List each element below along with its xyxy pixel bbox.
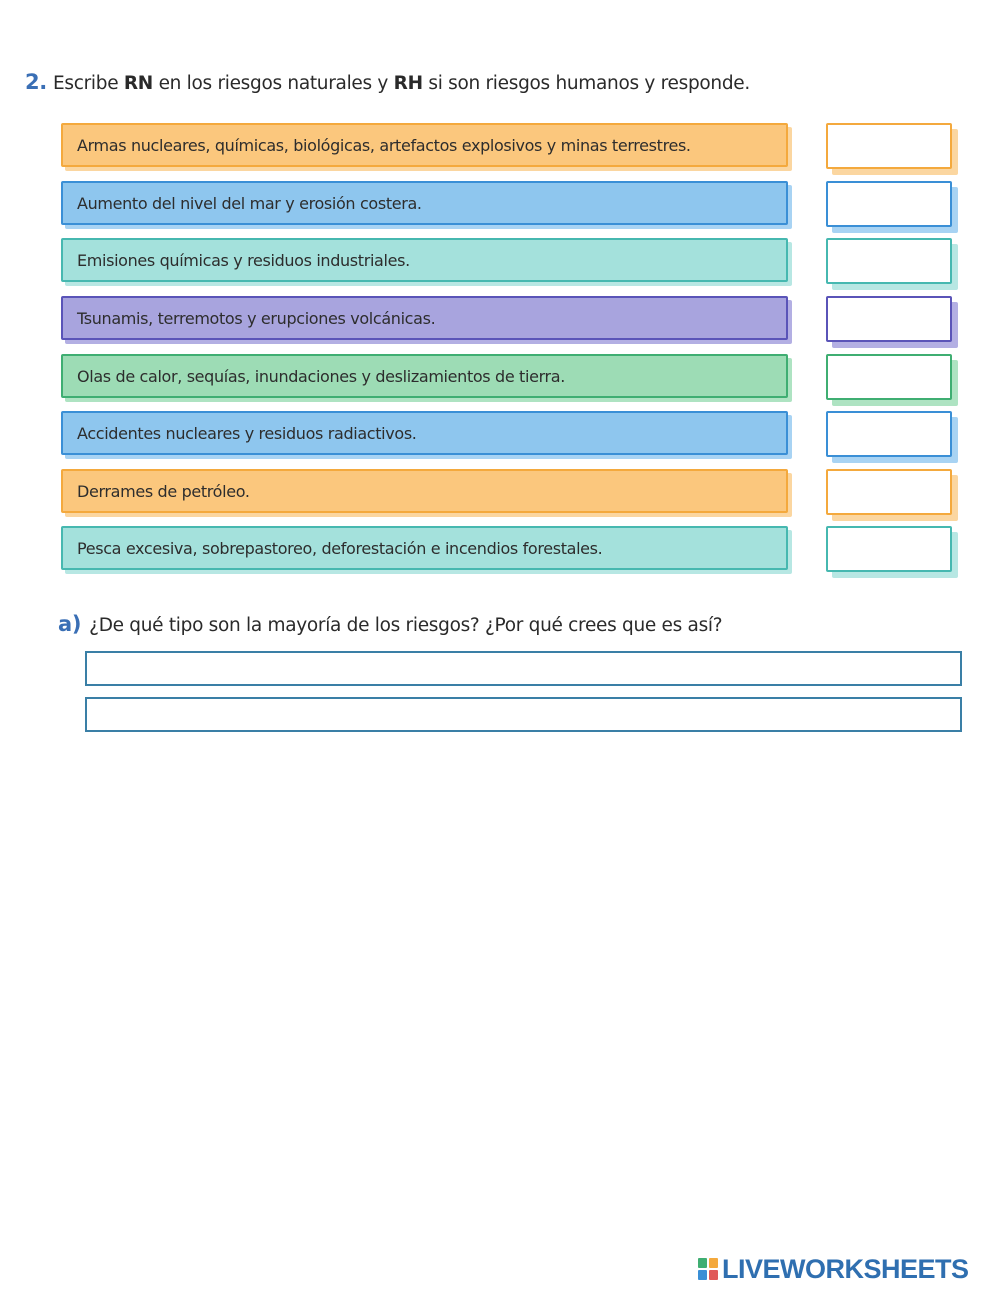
- risk-text: Aumento del nivel del mar y erosión costera.: [77, 194, 422, 213]
- risk-answer-box[interactable]: [826, 411, 952, 457]
- risk-text: Olas de calor, sequías, inundaciones y deslizamientos de tierra.: [77, 367, 565, 386]
- risk-row: [61, 123, 958, 171]
- risk-text: Emisiones químicas y residuos industriales.: [77, 251, 410, 270]
- question-label: a): [58, 612, 82, 636]
- instruction-text-1: Escribe: [53, 73, 124, 94]
- risk-answer-box[interactable]: [826, 354, 952, 400]
- risk-strip: [61, 181, 788, 225]
- logo-square: [698, 1258, 707, 1268]
- exercise-number: 2.: [25, 70, 47, 94]
- liveworksheets-logo-icon: [697, 1257, 719, 1281]
- risk-row: [61, 469, 958, 517]
- risk-answer-box[interactable]: [826, 181, 952, 227]
- risk-strip: [61, 296, 788, 340]
- logo-square: [709, 1258, 718, 1268]
- brand-name: LIVEWORKSHEETS: [722, 1253, 969, 1284]
- question-text: ¿De qué tipo son la mayoría de los riesgos? ¿Por qué crees que es así?: [89, 615, 723, 636]
- risk-answer-box[interactable]: [826, 238, 952, 284]
- risk-row: [61, 296, 958, 344]
- risk-row: [61, 181, 958, 229]
- risk-text: Armas nucleares, químicas, biológicas, artefactos explosivos y minas terrestres.: [77, 136, 691, 155]
- logo-square: [698, 1270, 707, 1280]
- answer-input-1[interactable]: [85, 651, 962, 686]
- risk-row: [61, 411, 958, 459]
- risk-row: [61, 526, 958, 574]
- risk-text: Pesca excesiva, sobrepastoreo, deforestación e incendios forestales.: [77, 539, 603, 558]
- instruction-text-2: en los riesgos naturales y: [153, 73, 394, 94]
- liveworksheets-brand[interactable]: [697, 1254, 969, 1284]
- risk-text: Tsunamis, terremotos y erupciones volcánicas.: [77, 309, 436, 328]
- risk-text: Derrames de petróleo.: [77, 482, 250, 501]
- risk-answer-box[interactable]: [826, 296, 952, 342]
- instruction-rh: RH: [393, 73, 423, 94]
- risk-answer-box[interactable]: [826, 526, 952, 572]
- risk-strip: [61, 354, 788, 398]
- risk-text: Accidentes nucleares y residuos radiactivos.: [77, 424, 417, 443]
- risk-strip: [61, 526, 788, 570]
- risk-strip: [61, 123, 788, 167]
- exercise-instruction: [25, 70, 805, 94]
- logo-square: [709, 1270, 718, 1280]
- risk-strip: [61, 469, 788, 513]
- risk-row: [61, 238, 958, 286]
- question-a: [58, 612, 722, 636]
- risk-strip: [61, 238, 788, 282]
- risk-row: [61, 354, 958, 402]
- instruction-text-3: si son riesgos humanos y responde.: [422, 73, 750, 94]
- instruction-rn: RN: [123, 73, 153, 94]
- risk-answer-box[interactable]: [826, 469, 952, 515]
- risk-answer-box[interactable]: [826, 123, 952, 169]
- answer-input-2[interactable]: [85, 697, 962, 732]
- risk-strip: [61, 411, 788, 455]
